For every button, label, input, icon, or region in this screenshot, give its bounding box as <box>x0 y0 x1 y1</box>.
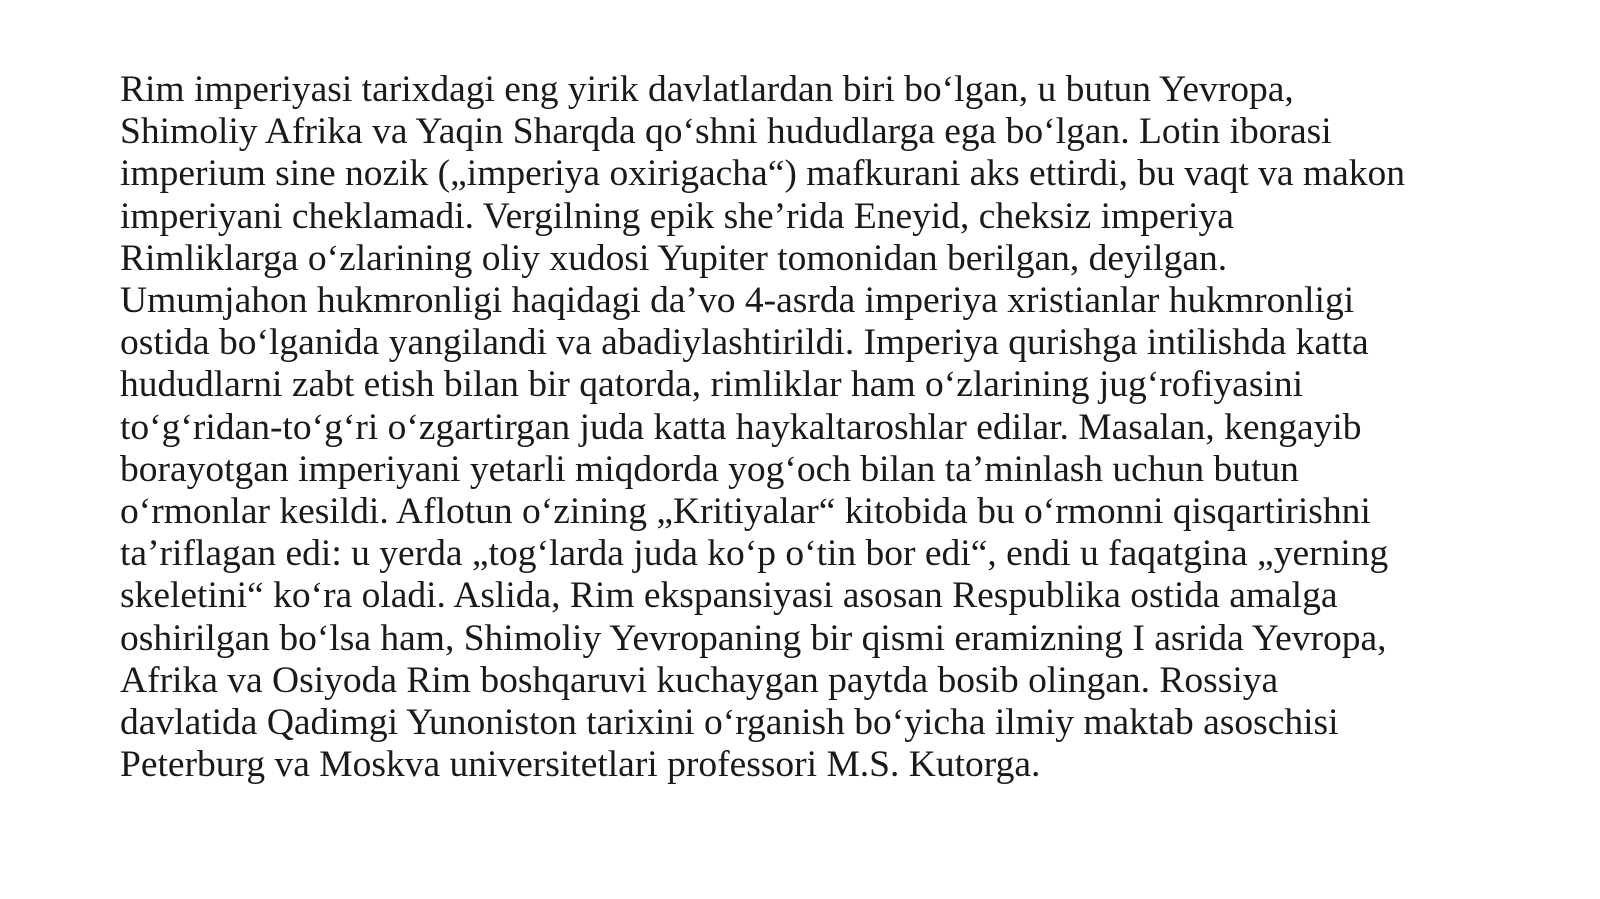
paragraph-line-11: o‘rmonlar kesildi. Aflotun o‘zining „Kritiyalar“ kitobida bu o‘rmonni qisqartirishni <box>120 491 1371 533</box>
paragraph-line-6: Umumjahon hukmronligi haqidagi da’vo 4-asrda imperiya xristianlar hukmronligi <box>120 280 1355 322</box>
paragraph-line-15: Afrika va Osiyoda Rim boshqaruvi kuchaygan paytda bosib olingan. Rossiya <box>120 659 1279 701</box>
paragraph-line-17: Peterburg va Moskva universitetlari professori M.S. Kutorga. <box>120 744 1041 786</box>
paragraph-line-1: Rim imperiyasi tarixdagi eng yirik davlatlardan biri bo‘lgan, u butun Yevropa, <box>120 69 1294 110</box>
paragraph-line-9: to‘g‘ridan-to‘g‘ri o‘zgartirgan juda katta haykaltaroshlar edilar. Masalan, kengayib <box>120 406 1362 448</box>
body-paragraph <box>120 69 1520 786</box>
paragraph-line-5: Rimliklarga o‘zlarining oliy xudosi Yupiter tomonidan berilgan, deyilgan. <box>120 237 1228 279</box>
paragraph-line-12: ta’riflagan edi: u yerda „tog‘larda juda ko‘p o‘tin bor edi“, endi u faqatgina „yerning <box>120 533 1389 575</box>
paragraph-line-10: borayotgan imperiyani yetarli miqdorda yog‘och bilan ta’minlash uchun butun <box>120 448 1299 490</box>
paragraph-line-16: davlatida Qadimgi Yunoniston tarixini o‘rganish bo‘yicha ilmiy maktab asoschisi <box>120 702 1339 744</box>
paragraph-line-8: hududlarni zabt etish bilan bir qatorda, rimliklar ham o‘zlarining jug‘rofiyasini <box>120 364 1304 406</box>
paragraph-line-14: oshirilgan bo‘lsa ham, Shimoliy Yevropaning bir qismi eramizning I asrida Yevropa, <box>120 617 1387 659</box>
paragraph-line-3: imperium sine nozik („imperiya oxirigacha“) mafkurani aks ettirdi, bu vaqt va makon <box>120 153 1405 195</box>
paragraph-line-13: skeletini“ ko‘ra oladi. Aslida, Rim ekspansiyasi asosan Respublika ostida amalga <box>120 575 1338 617</box>
paragraph-line-7: ostida bo‘lganida yangilandi va abadiylashtirildi. Imperiya qurishga intilishda katta <box>120 322 1369 364</box>
paragraph-line-2: Shimoliy Afrika va Yaqin Sharqda qo‘shni hududlarga ega bo‘lgan. Lotin iborasi <box>120 111 1332 153</box>
paragraph-line-4: imperiyani cheklamadi. Vergilning epik she’rida Eneyid, cheksiz imperiya <box>120 195 1234 237</box>
